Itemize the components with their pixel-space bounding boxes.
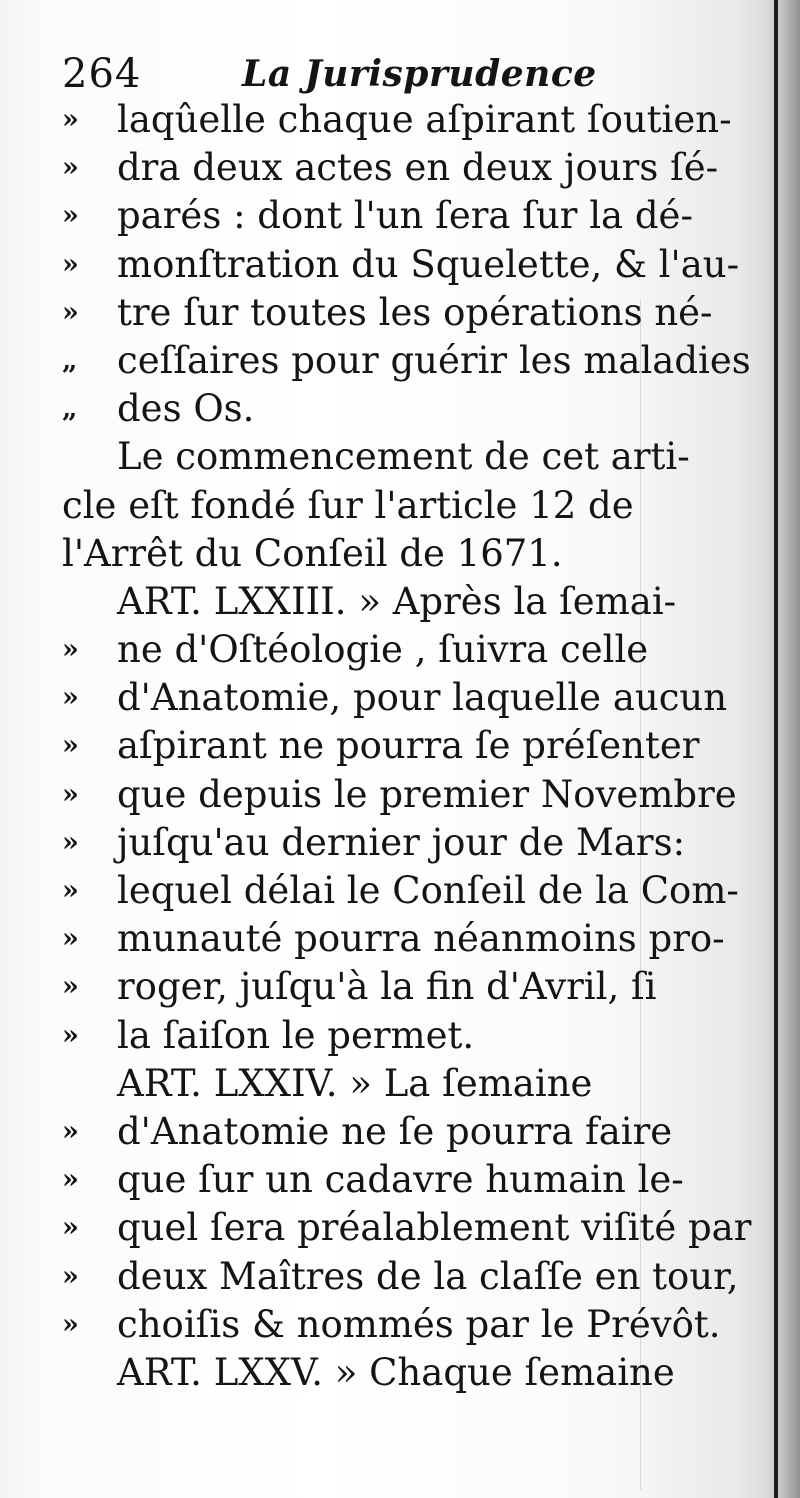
text-line — [62, 722, 712, 770]
quote-mark: » — [62, 1212, 79, 1244]
line-text: monſtration du Squelette, & l'au- — [117, 242, 740, 286]
text-line — [62, 385, 712, 433]
text-line — [62, 192, 712, 240]
running-head: La Jurisprudence — [242, 53, 597, 95]
page-edge-line — [774, 0, 778, 1498]
quote-mark: » — [62, 296, 79, 328]
text-line — [62, 1012, 712, 1060]
text-line — [62, 771, 737, 819]
line-text: ART. LXXIV. » La ſemaine — [117, 1061, 593, 1105]
quote-mark: » — [62, 248, 79, 280]
line-text: dra deux actes en deux jours ſé- — [117, 146, 719, 190]
line-text: la ſaiſon le permet. — [117, 1013, 475, 1057]
quote-mark: » — [62, 826, 79, 858]
quote-mark: „ — [62, 344, 78, 376]
line-text: ne d'Oſtéologie , ſuivra celle — [117, 628, 649, 672]
line-text: ceſſaires pour guérir les maladies — [117, 338, 751, 382]
quote-mark: „ — [62, 393, 78, 425]
text-line — [62, 482, 712, 530]
line-text: munauté pourra néanmoins pro- — [117, 917, 725, 961]
line-text: Le commencement de cet arti- — [117, 435, 690, 479]
text-line — [62, 1253, 739, 1301]
line-text: juſqu'au dernier jour de Mars: — [117, 820, 686, 864]
line-text: d'Anatomie ne ſe pourra faire — [117, 1109, 673, 1153]
line-text: que depuis le premier Novembre — [117, 772, 737, 816]
page-edge-shadow — [766, 0, 800, 1498]
quote-mark: » — [62, 875, 79, 906]
quote-mark: » — [62, 778, 79, 810]
quote-mark: » — [62, 971, 79, 1003]
text-line — [62, 1156, 712, 1204]
line-text: aſpirant ne pourra ſe préſenter — [117, 724, 700, 768]
text-line — [62, 915, 725, 963]
quote-mark: » — [62, 730, 79, 762]
text-line — [62, 144, 719, 192]
line-text: des Os. — [117, 387, 255, 431]
quote-mark: » — [62, 1019, 79, 1051]
text-line — [62, 96, 732, 144]
quote-mark: » — [62, 152, 79, 184]
line-text: choiſis & nommés par le Prévôt. — [117, 1302, 721, 1346]
text-line — [62, 433, 712, 481]
line-text: lequel délai le Conſeil de la Com- — [117, 869, 739, 912]
page-number: 264 — [62, 51, 142, 97]
text-line — [62, 867, 739, 915]
line-text: ART. LXXIII. » Après la ſemai- — [117, 579, 677, 623]
quote-mark: » — [62, 200, 79, 232]
quote-mark: » — [62, 1260, 79, 1292]
article-heading-line — [62, 1349, 712, 1397]
quote-mark: » — [62, 1164, 79, 1196]
article-heading-line — [62, 578, 712, 626]
quote-mark: » — [62, 104, 79, 135]
line-text: ART. LXXV. » Chaque ſemaine — [117, 1350, 675, 1394]
line-text: roger, juſqu'à la fin d'Avril, ſi — [117, 965, 657, 1009]
text-line — [62, 626, 712, 674]
text-line — [62, 530, 712, 578]
text-line — [62, 1301, 721, 1349]
line-text: parés : dont l'un ſera ſur la dé- — [117, 194, 693, 238]
page-header — [62, 44, 622, 104]
text-line — [62, 1204, 752, 1252]
quote-mark: » — [62, 682, 79, 714]
quote-mark: » — [62, 1115, 79, 1147]
text-line — [62, 674, 728, 722]
line-text: tre ſur toutes les opérations né- — [117, 290, 713, 334]
article-heading-line — [62, 1060, 712, 1108]
text-line — [62, 337, 751, 385]
text-line — [62, 241, 740, 289]
quote-mark: » — [62, 634, 79, 666]
line-text: que ſur un cadavre humain le- — [117, 1158, 684, 1202]
line-text: l'Arrêt du Conſeil de 1671. — [62, 531, 563, 575]
text-line — [62, 289, 712, 337]
line-text: quel ſera préalablement viſité par — [117, 1206, 752, 1250]
line-text: deux Maîtres de la claſſe en tour, — [117, 1254, 739, 1298]
quote-mark: » — [62, 1308, 79, 1340]
line-text: d'Anatomie, pour laquelle aucun — [117, 676, 728, 720]
line-text: cle eſt fondé ſur l'article 12 de — [62, 483, 634, 527]
text-line — [62, 1108, 712, 1156]
text-line — [62, 963, 712, 1011]
text-line — [62, 819, 712, 867]
quote-mark: » — [62, 923, 79, 955]
line-text: laqûelle chaque aſpirant ſoutien- — [117, 98, 732, 141]
body-text — [62, 96, 752, 1397]
